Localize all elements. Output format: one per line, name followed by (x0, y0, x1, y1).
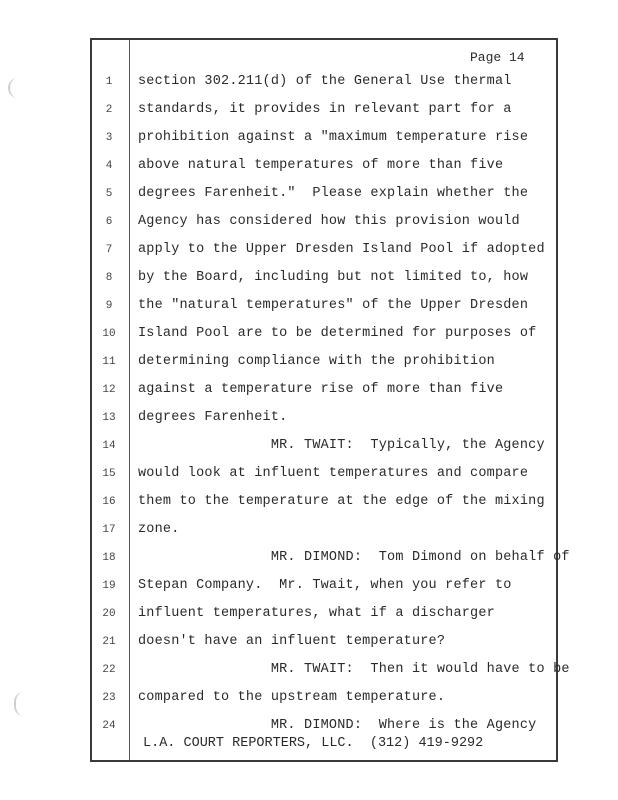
line-number: 9 (105, 300, 113, 312)
transcript-page-frame (90, 38, 558, 762)
line-number: 11 (102, 356, 116, 368)
transcript-line: MR. TWAIT: Then it would have to be (138, 662, 570, 677)
transcript-line: section 302.211(d) of the General Use thermal (138, 74, 512, 89)
line-number: 14 (102, 440, 116, 452)
line-number: 12 (102, 384, 116, 396)
transcript-line: Agency has considered how this provision would (138, 214, 520, 229)
line-number: 16 (102, 496, 116, 508)
transcript-line: doesn't have an influent temperature? (138, 634, 446, 649)
transcript-line: above natural temperatures of more than five (138, 158, 504, 173)
margin-scan-mark-bottom (14, 692, 28, 716)
transcript-line: standards, it provides in relevant part for a (138, 102, 512, 117)
line-number: 6 (105, 216, 113, 228)
transcript-line: Island Pool are to be determined for purposes of (138, 326, 537, 341)
line-number: 23 (102, 692, 116, 704)
transcript-line: determining compliance with the prohibition (138, 354, 495, 369)
transcript-line: apply to the Upper Dresden Island Pool if adopted (138, 242, 545, 257)
transcript-line: degrees Farenheit. (138, 410, 288, 425)
transcript-line: against a temperature rise of more than five (138, 382, 504, 397)
line-number: 22 (102, 664, 116, 676)
line-number: 20 (102, 608, 116, 620)
transcript-line: would look at influent temperatures and compare (138, 466, 529, 481)
line-number: 13 (102, 412, 116, 424)
line-number: 15 (102, 468, 116, 480)
line-number: 4 (105, 160, 113, 172)
line-number: 2 (105, 104, 113, 116)
transcript-line: prohibition against a "maximum temperature rise (138, 130, 529, 145)
transcript-line: the "natural temperatures" of the Upper Dresden (138, 298, 529, 313)
line-number: 24 (102, 720, 116, 732)
line-number: 21 (102, 636, 116, 648)
margin-scan-mark-top (8, 78, 22, 98)
transcript-line: influent temperatures, what if a discharger (138, 606, 495, 621)
line-number: 3 (105, 132, 113, 144)
transcript-line: MR. TWAIT: Typically, the Agency (138, 438, 545, 453)
page-number: Page 14 (470, 50, 525, 65)
line-number: 17 (102, 524, 116, 536)
line-number: 7 (105, 244, 113, 256)
line-number: 10 (102, 328, 116, 340)
transcript-line: MR. DIMOND: Tom Dimond on behalf of (138, 550, 570, 565)
transcript-line: MR. DIMOND: Where is the Agency (138, 718, 537, 733)
line-number: 5 (105, 188, 113, 200)
transcript-line: zone. (138, 522, 180, 537)
line-number-rule (129, 40, 130, 760)
reporter-footer: L.A. COURT REPORTERS, LLC. (312) 419-9292 (143, 736, 484, 751)
transcript-line: compared to the upstream temperature. (138, 690, 446, 705)
transcript-line: them to the temperature at the edge of the mixing (138, 494, 545, 509)
line-number: 8 (105, 272, 113, 284)
line-number: 1 (105, 76, 113, 88)
line-number: 18 (102, 552, 116, 564)
line-number: 19 (102, 580, 116, 592)
transcript-line: by the Board, including but not limited to, how (138, 270, 529, 285)
transcript-line: degrees Farenheit." Please explain whether the (138, 186, 529, 201)
transcript-line: Stepan Company. Mr. Twait, when you refer to (138, 578, 512, 593)
